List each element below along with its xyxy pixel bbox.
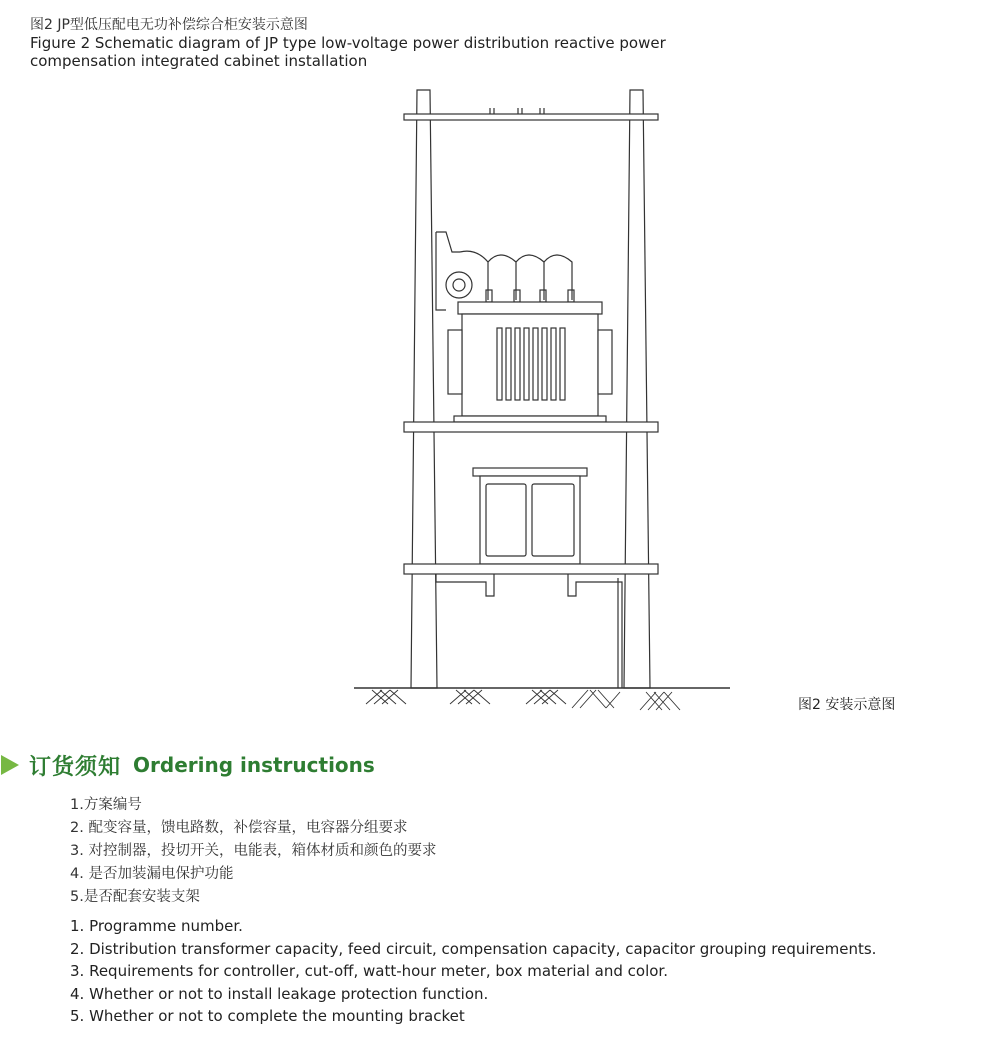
list-item: 4. 是否加装漏电保护功能 xyxy=(70,866,234,882)
section-header xyxy=(0,748,375,782)
cable-brackets xyxy=(436,574,622,688)
ground-hatching xyxy=(366,690,680,710)
figure-label: 图2 安装示意图 xyxy=(798,697,896,713)
left-pole xyxy=(411,90,437,688)
caption-english xyxy=(30,34,750,70)
caption-english-line-1: Figure 2 Schematic diagram of JP type low-voltage power distribution reactive power xyxy=(30,34,666,52)
list-item: 5. Whether or not to complete the mounting bracket xyxy=(70,1007,465,1026)
transformer xyxy=(436,232,612,422)
list-item: 1. Programme number. xyxy=(70,917,243,935)
list-item: 1.方案编号 xyxy=(70,797,142,813)
list-item: 2. Distribution transformer capacity, feed circuit, compensation capacity, capacitor grouping requirements. xyxy=(70,939,877,958)
caption-english-line-2: compensation integrated cabinet installation xyxy=(30,52,368,70)
insulator-brackets xyxy=(490,108,544,114)
list-item: 3. Requirements for controller, cut-off, watt-hour meter, box material and color. xyxy=(70,962,668,981)
section-title-english: Ordering instructions xyxy=(133,753,375,777)
ordering-list-english xyxy=(70,915,876,1028)
top-crossbar xyxy=(404,114,658,120)
caption-chinese: 图2 JP型低压配电无功补偿综合柜安装示意图 xyxy=(30,17,308,33)
list-item: 4. Whether or not to install leakage protection function. xyxy=(70,984,489,1003)
section-title-chinese: 订货须知 xyxy=(29,754,122,780)
list-item: 5.是否配套安装支架 xyxy=(70,889,200,905)
lower-crossbar xyxy=(404,564,658,574)
list-item: 3. 对控制器，投切开关，电能表，箱体材质和颜色的要求 xyxy=(70,843,437,859)
right-pole xyxy=(624,90,650,688)
compensation-cabinet xyxy=(473,468,587,564)
list-item: 2. 配变容量，馈电路数，补偿容量，电容器分组要求 xyxy=(70,820,408,836)
arrow-icon xyxy=(1,755,19,775)
installation-diagram xyxy=(340,82,740,722)
middle-crossbar xyxy=(404,422,658,432)
figure-caption xyxy=(30,16,750,70)
ordering-list-chinese xyxy=(70,794,436,909)
